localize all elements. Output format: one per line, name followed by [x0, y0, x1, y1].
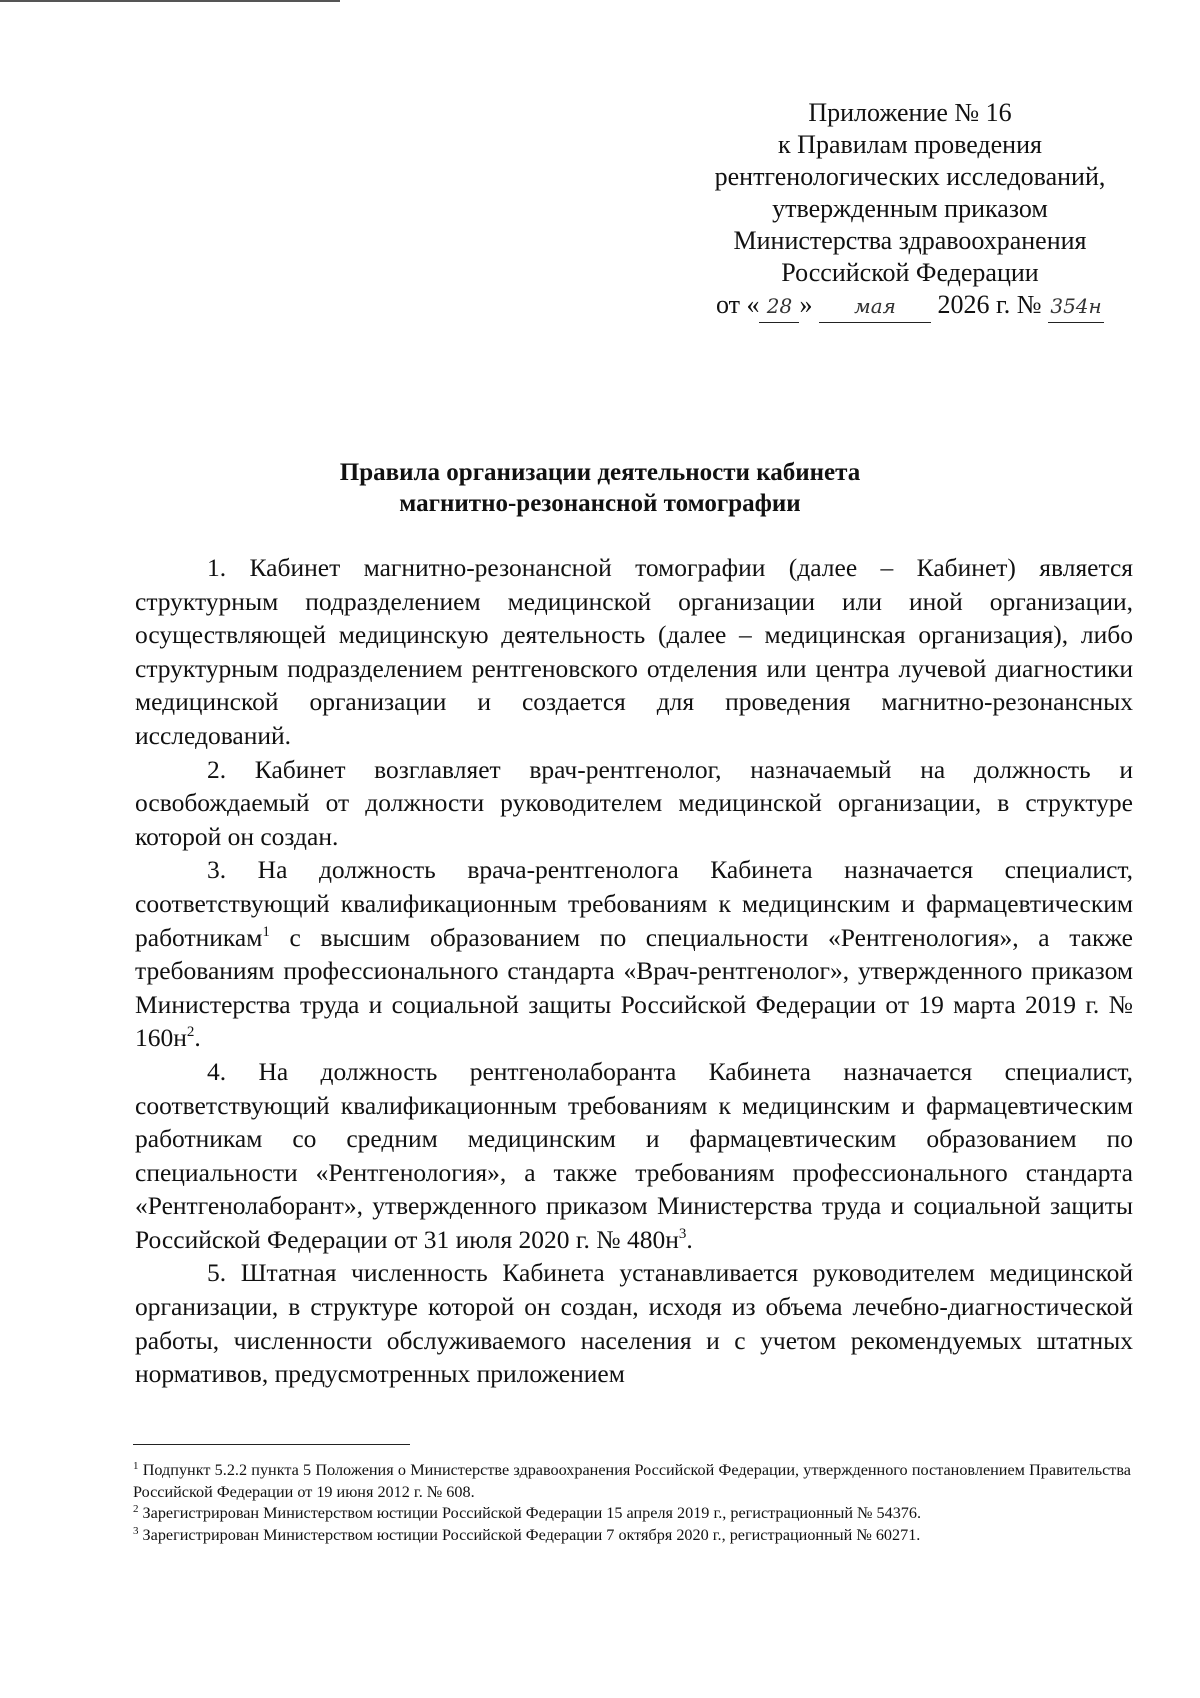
footnote-ref-3: 3 — [678, 1225, 687, 1242]
appendix-header — [640, 97, 1180, 323]
appendix-reference: рентгенологических исследований, — [714, 162, 1106, 191]
footnote — [133, 1460, 1131, 1503]
footnote-divider — [133, 1444, 410, 1445]
footnote-number: 2 — [133, 1503, 139, 1515]
footnote — [133, 1525, 1131, 1547]
footnote-text: Подпункт 5.2.2 пункта 5 Положения о Министерстве здравоохранения Российской Федерации, утвержденного постановлением Правительства Российской Федерации от 19 июня 2012 г. № 608. — [133, 1461, 1131, 1501]
paragraph-3-text: 3. На должность врача-рентгенолога Кабинета назначается специалист, соответствующий квалификационным требованиям к медицинским и фармацевтическим работникам — [135, 855, 1133, 952]
paragraph-5: 5. Штатная численность Кабинета устанавливается руководителем медицинской организации, в структуре которой он создан, исходя из объема лечебно-диагностической работы, численности обслуживаемого населения и с учетом рекомендуемых штатных нормативов, предусмотренных приложением — [135, 1258, 1133, 1389]
footnote-text: Зарегистрирован Министерством юстиции Российской Федерации 7 октября 2020 г., регистрационный № 60271. — [138, 1525, 921, 1544]
date-day: 28 — [759, 290, 799, 323]
date-month: мая — [819, 290, 931, 323]
paragraph-3-text: с высшим образованием по специальности «Рентгенология», а также требованиям профессионального стандарта «Врач-рентгенолог», утвержденного приказом Министерства труда и социальной защиты Российской Федерации от 19 марта 2019 г. № 160н — [135, 922, 1133, 1053]
paragraph-4-text: 4. На должность рентгенолаборанта Кабинета назначается специалист, соответствующий квалификационным требованиям к медицинским и фармацевтическим работникам со средним медицинским и фармацевтическим образованием по специальности «Рентгенология», а также требованиям профессионального стандарта «Рентгенолаборант», утвержденного приказом Министерства труда и социальной защиты Российской Федерации от 31 июля 2020 г. № 480н — [135, 1056, 1133, 1254]
date-prefix: от « — [715, 290, 760, 319]
document-body — [135, 551, 1133, 1391]
footnote-ref-1: 1 — [262, 923, 270, 940]
scan-edge-line — [0, 0, 340, 2]
document-title — [0, 457, 1200, 519]
paragraph-4 — [135, 1055, 1133, 1257]
footnote-text: Зарегистрирован Министерством юстиции Российской Федерации 15 апреля 2019 г., регистрационный № 54376. — [138, 1504, 922, 1522]
order-number: 354н — [1048, 290, 1104, 323]
date-quote-close: » — [799, 290, 813, 319]
title-line: Правила организации деятельности кабинета — [339, 459, 861, 486]
paragraph-3-end: . — [194, 1023, 201, 1053]
appendix-reference: Российской Федерации — [781, 258, 1039, 287]
title-line: магнитно-резонансной томографии — [399, 490, 801, 517]
paragraph-2: 2. Кабинет возглавляет врач-рентгенолог, назначаемый на должность и освобождаемый от должности руководителем медицинской организации, в структуре которой он создан. — [135, 754, 1133, 851]
footnote-number: 1 — [133, 1460, 139, 1472]
paragraph-4-end: . — [686, 1224, 693, 1254]
paragraph-3 — [135, 853, 1133, 1055]
appendix-reference: утвержденным приказом — [772, 194, 1048, 223]
paragraph-1: 1. Кабинет магнитно-резонансной томографии (далее – Кабинет) является структурным подразделением медицинской организации или иной организации, осуществляющей медицинскую деятельность (далее – медицинская организация), либо структурным подразделением рентгеновского отделения или центра лучевой диагностики медицинской организации и создается для проведения магнитно-резонансных исследований. — [135, 553, 1133, 750]
date-year: 2026 г. № — [937, 290, 1042, 319]
footnotes — [133, 1460, 1131, 1546]
footnote — [133, 1503, 1131, 1525]
footnote-ref-2: 2 — [186, 1024, 195, 1041]
order-date-line — [640, 289, 1180, 323]
appendix-reference: Министерства здравоохранения — [733, 226, 1087, 255]
appendix-number: Приложение № 16 — [808, 98, 1012, 127]
appendix-reference: к Правилам проведения — [778, 130, 1042, 159]
footnote-number: 3 — [133, 1524, 139, 1537]
